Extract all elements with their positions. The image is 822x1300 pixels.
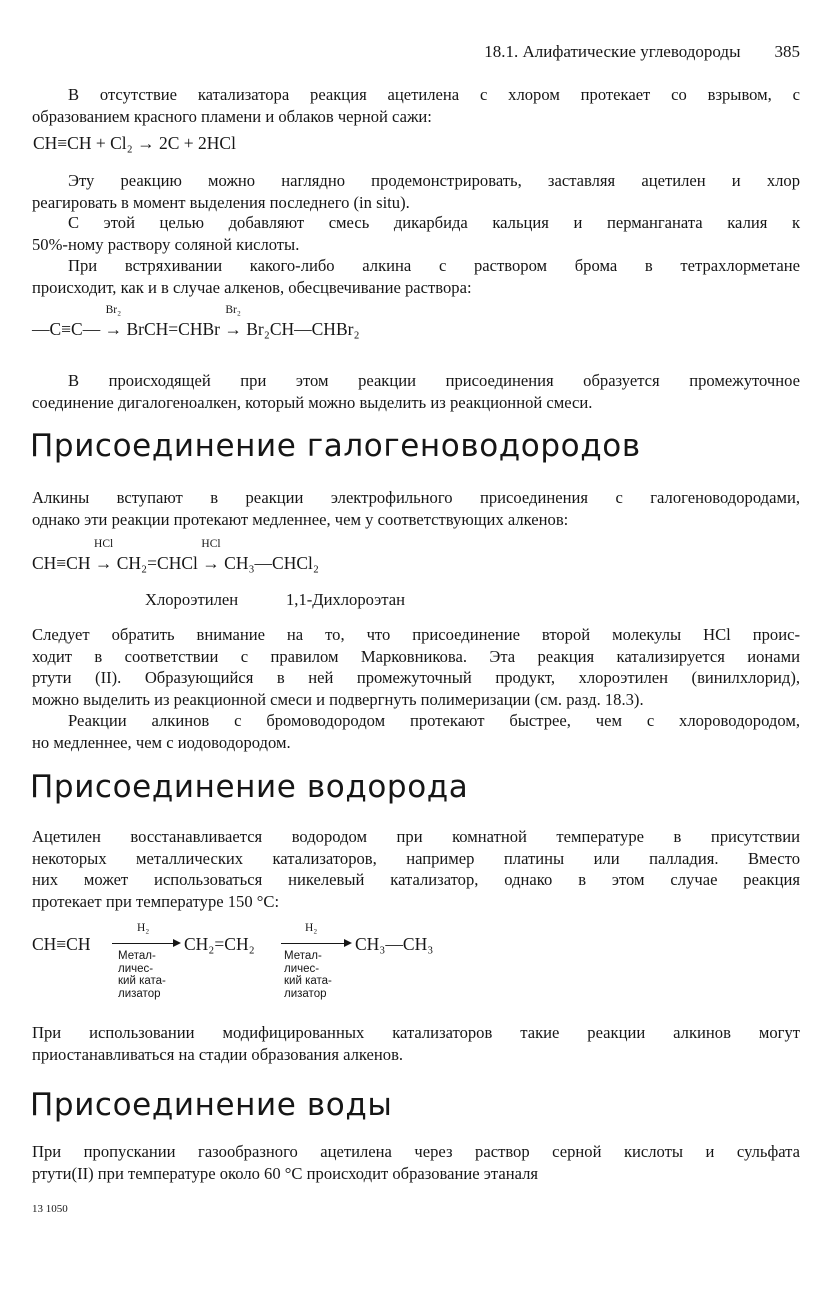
reaction-arrow: → HCl (201, 538, 221, 573)
section-title: 18.1. Алифатические углеводороды (484, 42, 741, 61)
section-heading: Присоединение воды (30, 1087, 393, 1123)
paragraph-demonstration (32, 170, 800, 213)
text-line: ртути (II). Образующийся в ней промежуточный продукт, хлороэтилен (винилхлорид), (32, 668, 800, 687)
reagent-label: Br₂ (105, 304, 122, 316)
reactant: CH≡CH (32, 553, 91, 573)
paragraph-chlorine-reaction (32, 84, 800, 127)
text-line: С этой целью добавляют смесь дикарбида кальция и перманганата калия к (68, 213, 800, 232)
catalyst-line: лизатор (118, 987, 161, 1000)
text-line: реагировать в момент выделения последнего (in situ). (32, 192, 410, 212)
equation-bromination (32, 304, 360, 340)
text-line: При пропускании газообразного ацетилена через раствор серной кислоты и сульфата (32, 1142, 800, 1161)
reaction-arrow: → Br₂ (104, 304, 123, 339)
catalyst-label (118, 950, 166, 1000)
reaction-arrow-line (281, 943, 345, 944)
intermediate: BrCH=CHBr (126, 319, 220, 339)
reactant: CH≡CH (32, 934, 91, 954)
section-heading: Присоединение галогеноводородов (30, 428, 641, 464)
compound-name: 1,1-Дихлороэтан (286, 590, 405, 609)
reaction-arrowhead (344, 939, 352, 947)
text-line: однако эти реакции протекают медленнее, чем у соответствующих алкенов: (32, 509, 569, 529)
reaction-arrowhead (173, 939, 181, 947)
text-line: некоторых металлических катализаторов, например платины или палладия. Вместо (32, 848, 800, 868)
intermediate: CH₂=CHCl (116, 553, 198, 573)
reaction-arrow: → Br₂ (224, 304, 242, 339)
catalyst-line: кий ката- (284, 975, 332, 987)
text-line: При использовании модифицированных катализаторов такие реакции алкинов могут (32, 1023, 800, 1042)
text-line: них может использоваться никелевый катализатор, однако в этом случае реакция (32, 870, 800, 889)
printer-signature: 13 1050 (32, 1203, 68, 1215)
text-line: Эту реакцию можно наглядно продемонстрировать, заставляя ацетилен и хлор (68, 171, 800, 190)
equation-text: CH≡CH + Cl₂ → 2C + 2HCl (33, 133, 236, 153)
product: Br₂CH—CHBr₂ (246, 319, 360, 339)
equation-hcl-addition (32, 538, 319, 574)
catalyst-line: Метал- (118, 950, 156, 962)
reaction-arrow-line (112, 943, 174, 944)
text-line: ходит в соответствии с правилом Марковникова. Эта реакция катализируется ионами (32, 646, 800, 666)
text-line: 50%-ному раствору соляной кислоты. (32, 234, 300, 254)
paragraph-mixture (32, 212, 800, 255)
text-line: протекает при температуре 150 °С: (32, 891, 280, 911)
intermediate: CH₂=CH₂ (184, 934, 255, 954)
text-line: можно выделить из реакционной смеси и подвергнуть полимеризации (см. разд. 18.3). (32, 689, 644, 709)
reagent-label: H₂ (305, 922, 318, 934)
catalyst-line: Метал- (284, 950, 322, 962)
paragraph-hbr (32, 710, 800, 753)
catalyst-line: личес- (118, 962, 154, 975)
paragraph-hydrogenation (32, 826, 800, 912)
text-line: Ацетилен восстанавливается водородом при комнатной температуре в присутствии (32, 827, 800, 846)
text-line: образованием красного пламени и облаков черной сажи: (32, 106, 432, 126)
paragraph-markovnikov (32, 624, 800, 710)
text-line: Алкины вступают в реакции электрофильного присоединения с галогеноводородами, (32, 488, 800, 507)
paragraph-bromine (32, 255, 800, 298)
reagent-label: Br₂ (225, 304, 241, 316)
text-line: ртути(II) при температуре около 60 °С происходит образование этаналя (32, 1163, 539, 1183)
paragraph-dihaloalkene (32, 370, 800, 413)
product: CH₃—CH₃ (355, 934, 434, 954)
text-line: но медленнее, чем с иодоводородом. (32, 732, 291, 752)
page-number: 385 (774, 42, 800, 61)
reagent-label: HCl (201, 538, 221, 550)
reagent-label: HCl (94, 538, 114, 550)
reagent-label: H₂ (137, 922, 150, 934)
text-line: В отсутствие катализатора реакция ацетилена с хлором протекает со взрывом, с (68, 85, 800, 104)
catalyst-label (284, 950, 332, 1000)
text-line: В происходящей при этом реакции присоединения образуется промежуточное (68, 371, 800, 390)
text-line: приостанавливаться на стадии образования алкенов. (32, 1044, 404, 1064)
catalyst-line: личес- (284, 962, 320, 975)
section-heading: Присоединение водорода (30, 769, 469, 805)
catalyst-line: лизатор (284, 987, 327, 1000)
running-header (484, 42, 800, 62)
paragraph-modified-catalysts (32, 1022, 800, 1065)
compound-name: Хлороэтилен (145, 590, 239, 609)
paragraph-hydrohalogenation (32, 487, 800, 530)
text-line: Реакции алкинов с бромоводородом протекают быстрее, чем с хлороводородом, (68, 711, 800, 730)
catalyst-line: кий ката- (118, 975, 166, 987)
paragraph-hydration (32, 1141, 800, 1184)
reaction-arrow: → HCl (94, 538, 114, 573)
text-line: Следует обратить внимание на то, что присоединение второй молекулы HCl проис- (32, 625, 800, 644)
reactant: —C≡C— (32, 319, 101, 339)
text-line: соединение дигалогеноалкен, который можно выделить из реакционной смеси. (32, 392, 593, 412)
product: CH₃—CHCl₂ (224, 553, 319, 573)
text-line: При встряхивании какого-либо алкина с раствором брома в тетрахлорметане (68, 256, 800, 275)
text-line: происходит, как и в случае алкенов, обесцвечивание раствора: (32, 277, 472, 297)
equation-chlorine (33, 133, 236, 154)
